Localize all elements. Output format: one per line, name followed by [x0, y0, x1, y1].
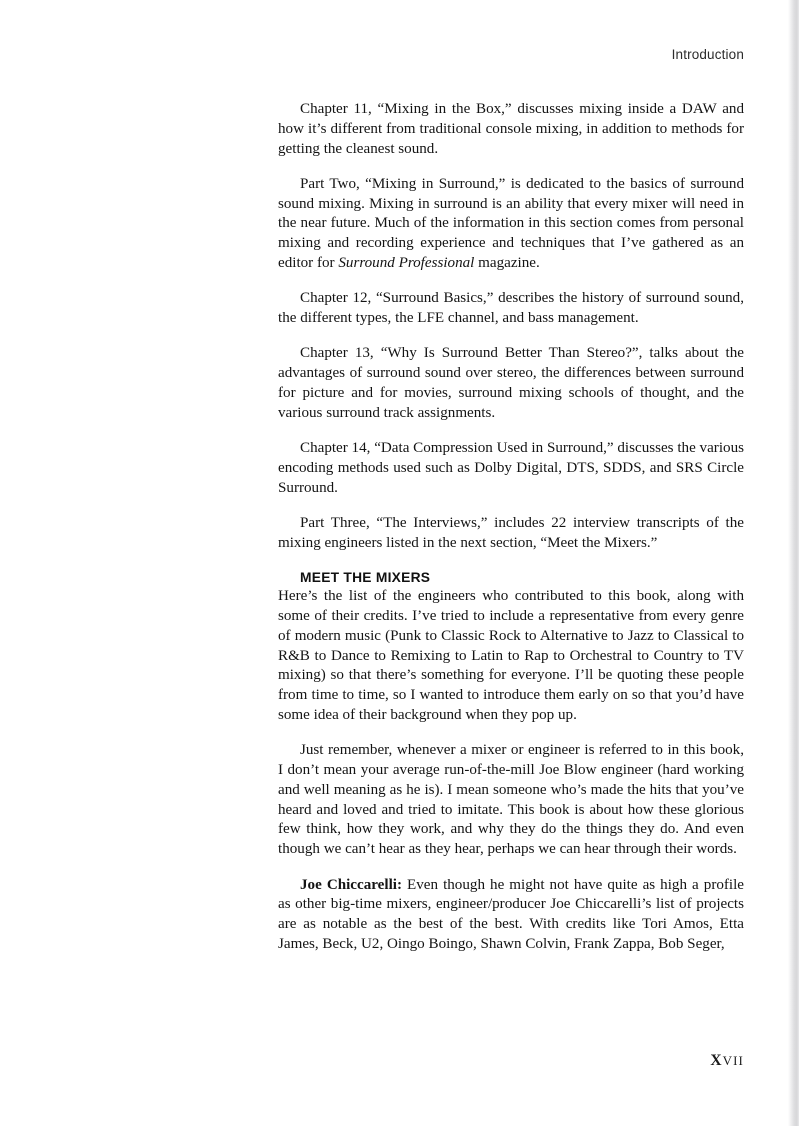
folio-lead-cap: X — [710, 1052, 723, 1069]
paragraph-part-two — [278, 175, 744, 274]
bio-text-joe-chiccarelli: Even though he might not have quite as high a profile as other big-time mixers, engineer/producer Joe Chiccarelli’s list of projects are as notable as the best of the best. With credits like Tori Amos, Etta James, Beck, U2, Oingo Boingo, Shawn Colvin, Frank Zappa, Bob Seger, — [278, 876, 745, 952]
paragraph-chapter-13: Chapter 13, “Why Is Surround Better Than Stereo?”, talks about the advantages of surround sound over stereo, the differences between surround for picture and for movies, surround mixing schools of thought, and the various surround track assignments. — [278, 345, 744, 421]
paragraph-chapter-14: Chapter 14, “Data Compression Used in Surround,” discusses the various encoding methods used such as Dolby Digital, DTS, SDDS, and SRS Circle Surround. — [278, 440, 744, 496]
paragraph-meet-the-mixers-intro: Here’s the list of the engineers who contributed to this book, along with some of their credits. I’ve tried to include a representative from every genre of modern music (Punk to Classic Rock to Alternative to Jazz to Classical to R&B to Dance to Remixing to Latin to Rap to Orchestral to Country to TV mixing) so that there’s something for everyone. I’ll be quoting these people from time to time, so I wanted to introduce them early on so that you’d have some idea of their background when they pop up. — [278, 588, 744, 723]
paragraph-part-two-lead: Part Two, “Mixing in Surround,” is dedicated to the basics of surround sound mixing. Mixing in surround is an ability that every mixer will need in the near future. Much of the information in this section comes from personal mixing and recording experience and techniques that I’ve gathered as an editor for — [278, 175, 744, 272]
section-heading-meet-the-mixers: MEET THE MIXERS — [300, 570, 431, 586]
paragraph-chapter-12: Chapter 12, “Surround Basics,” describes the history of surround sound, the different types, the LFE channel, and bass management. — [278, 290, 744, 327]
paragraph-bio-joe-chiccarelli — [278, 876, 744, 955]
paragraph-just-remember: Just remember, whenever a mixer or engineer is referred to in this book, I don’t mean your average run-of-the-mill Joe Blow engineer (hard working and well meaning as he is). I mean someone who’s made the hits that you’ve heard and loved and tried to imitate. This book is about how these glorious few think, how they work, and why they do the things they do. And even though we can’t hear as they hear, perhaps we can hear through their words. — [278, 742, 744, 858]
paragraph-part-three: Part Three, “The Interviews,” includes 22 interview transcripts of the mixing engineers listed in the next section, “Meet the Mixers.” — [278, 515, 744, 551]
running-head: Introduction — [671, 47, 744, 62]
paragraph-part-two-tail: magazine. — [474, 255, 540, 272]
page-edge-shadow — [788, 0, 799, 1126]
page-folio — [278, 1052, 744, 1070]
bio-name-joe-chiccarelli: Joe Chiccarelli: — [300, 876, 402, 893]
paragraph-chapter-11: Chapter 11, “Mixing in the Box,” discusses mixing inside a DAW and how it’s different from traditional console mixing, in addition to methods for getting the cleanest sound. — [278, 101, 744, 157]
body-text-block — [278, 100, 744, 955]
folio-rest: VII — [722, 1053, 744, 1068]
magazine-title-italic: Surround Professional — [338, 255, 475, 272]
